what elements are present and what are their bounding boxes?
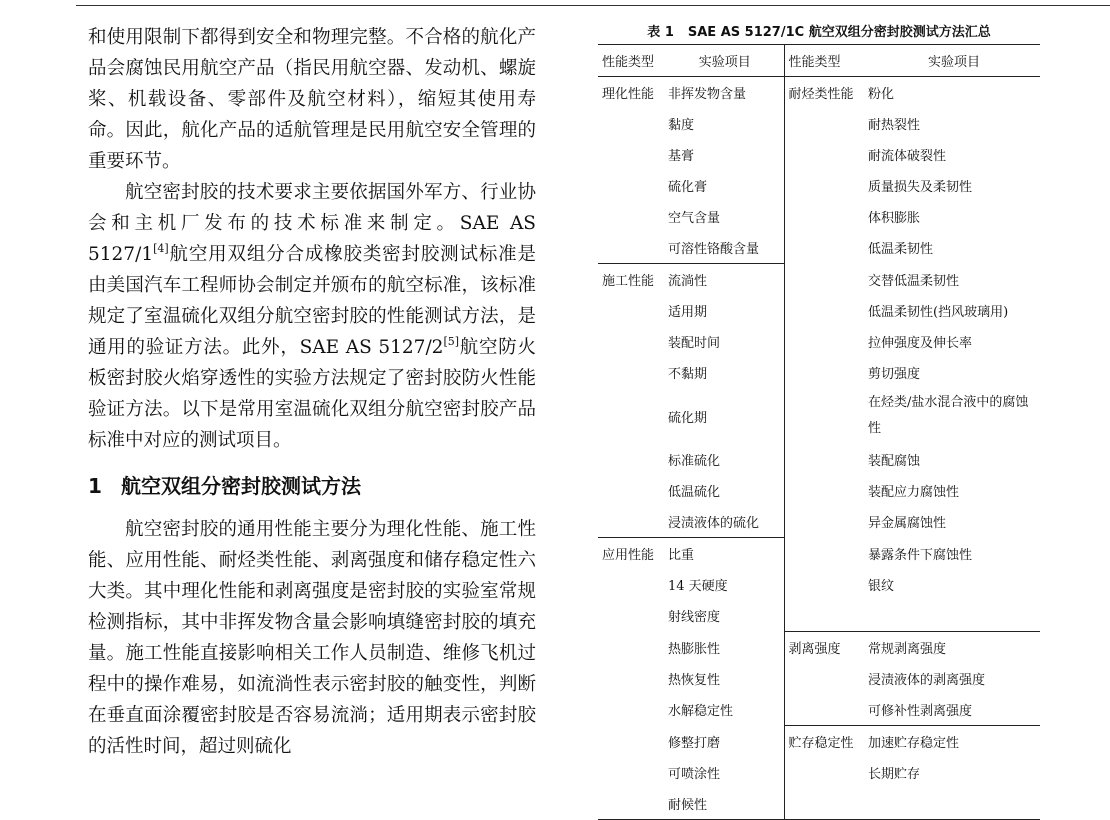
header-cell: 实验项目 (666, 45, 784, 77)
category-cell (784, 788, 868, 820)
category-cell (784, 201, 868, 232)
category-cell: 剥离强度 (784, 632, 868, 664)
category-cell (598, 506, 666, 538)
category-cell (784, 757, 868, 788)
table-row (598, 77, 1040, 109)
table-row (598, 264, 1040, 296)
category-cell (784, 232, 868, 264)
body-text-column (88, 22, 536, 762)
section-title: 航空双组分密封胶测试方法 (121, 474, 361, 498)
table-container (598, 22, 1040, 820)
test-item-cell: 异金属腐蚀性 (868, 516, 947, 532)
test-item-cell: 浸渍液体的剥离强度 (868, 673, 986, 688)
category-cell (784, 264, 868, 296)
table-row (598, 357, 1040, 388)
table-row (598, 569, 1040, 600)
category-cell (598, 326, 666, 357)
paragraph-2-part-c: 航空防火板密封胶火焰穿透性的实验方法规定了密封胶防火性能验证方法。以下是常用室温硫化双组分航空密封胶产品标准中对应的测试项目。 (88, 337, 536, 451)
header-cell: 性能类型 (598, 45, 666, 77)
test-item-cell: 可修补性剥离强度 (868, 704, 973, 719)
test-item-cell: 射线密度 (666, 600, 784, 632)
table-row (598, 632, 1040, 664)
category-cell (598, 600, 666, 632)
header-cell: 实验项目 (868, 45, 1040, 77)
test-item-cell (868, 600, 1040, 632)
test-item-cell: 粉化 (868, 87, 895, 102)
category-cell (784, 663, 868, 694)
test-item-cell: 热恢复性 (666, 663, 784, 694)
test-item-cell: 常规剥离强度 (868, 632, 1040, 664)
category-cell: 贮存稳定性 (784, 726, 868, 758)
test-item-cell: 硫化期 (666, 388, 784, 444)
table-row (598, 694, 1040, 726)
category-cell (598, 388, 666, 444)
table-row (598, 788, 1040, 820)
test-item-cell: 交替低温柔韧性 (868, 273, 960, 289)
category-cell (598, 757, 666, 788)
category-cell (598, 295, 666, 326)
table-row (598, 757, 1040, 788)
category-cell (784, 139, 868, 170)
test-item-cell: 加速贮存稳定性 (868, 726, 1040, 758)
category-cell (784, 108, 868, 139)
category-cell (784, 506, 868, 538)
table-header-row (598, 45, 1040, 77)
category-cell (784, 475, 868, 506)
test-item-cell: 装配时间 (666, 326, 784, 357)
test-method-table (598, 44, 1040, 820)
table-row (598, 108, 1040, 139)
table-row (598, 506, 1040, 538)
test-item-cell (868, 788, 1040, 820)
test-item-cell: 装配腐蚀 (868, 454, 921, 469)
test-item-cell: 低温柔韧性(挡风玻璃用) (868, 305, 1009, 320)
table-row (598, 444, 1040, 475)
paragraph-1: 和使用限制下都得到安全和物理完整。不合格的航化产品会腐蚀民用航空产品（指民用航空器、发动机、螺旋桨、机载设备、零部件及航空材料），缩短其使用寿命。因此，航化产品的适航管理是民用航空安全管理的重要环节。 (88, 27, 536, 172)
table-row (598, 232, 1040, 264)
category-cell (784, 357, 868, 388)
category-cell (598, 232, 666, 264)
page-top-rule (76, 5, 1110, 6)
paragraph-2-part-b: 航空用双组分合成橡胶类密封胶测试标准是由美国汽车工程师协会制定并颁布的航空标准，该标准规定了室温硫化双组分航空密封胶的性能测试方法，是通用的验证方法。此外，SAE AS 5127/2 (88, 244, 536, 358)
test-item-cell: 标准硫化 (666, 444, 784, 475)
table-row (598, 600, 1040, 632)
test-item-cell: 不黏期 (666, 357, 784, 388)
category-cell (598, 694, 666, 726)
section-number: 1 (88, 474, 102, 498)
header-cell: 性能类型 (784, 45, 868, 77)
test-item-cell: 长期贮存 (868, 767, 921, 782)
category-cell (784, 569, 868, 600)
category-cell (598, 788, 666, 820)
category-cell (598, 475, 666, 506)
table-row (598, 170, 1040, 201)
test-item-cell: 银纹 (868, 579, 895, 594)
test-item-cell: 热膨胀性 (666, 632, 784, 664)
category-cell (784, 538, 868, 570)
table-row (598, 139, 1040, 170)
test-item-cell: 可喷涂性 (666, 757, 784, 788)
category-cell: 应用性能 (598, 538, 666, 570)
test-item-cell: 非挥发物含量 (666, 77, 784, 109)
category-cell: 施工性能 (598, 264, 666, 296)
test-item-cell: 在烃类/盐水混合液中的腐蚀性 (868, 395, 1029, 436)
test-item-cell: 基膏 (666, 139, 784, 170)
category-cell: 耐烃类性能 (788, 87, 854, 102)
paragraph-3: 航空密封胶的通用性能主要分为理化性能、施工性能、应用性能、耐烃类性能、剥离强度和储存稳定性六大类。其中理化性能和剥离强度是密封胶的实验室常规检测指标，其中非挥发物含量会影响填缝密封胶的填充量。施工性能直接影响相关工作人员制造、维修飞机过程中的操作难易，如流淌性表示密封胶的触变性，判断在垂直面涂覆密封胶是否容易流淌；适用期表示密封胶的活性时间，超过则硫化 (88, 519, 536, 757)
category-cell (598, 569, 666, 600)
category-cell (598, 201, 666, 232)
test-item-cell: 可溶性铬酸含量 (666, 232, 784, 264)
category-cell (784, 600, 868, 632)
table-caption-title: SAE AS 5127/1C 航空双组分密封胶测试方法汇总 (687, 25, 991, 40)
table-row (598, 201, 1040, 232)
category-cell (784, 295, 868, 326)
paragraph-2 (88, 177, 536, 456)
table-row (598, 326, 1040, 357)
test-item-cell: 耐候性 (666, 788, 784, 820)
category-cell (598, 663, 666, 694)
table-caption-number: 表 1 (647, 25, 674, 40)
test-item-cell: 低温柔韧性 (868, 242, 934, 258)
table-row (598, 538, 1040, 570)
table-row (598, 726, 1040, 758)
test-item-cell: 硫化膏 (666, 170, 784, 201)
test-item-cell: 修整打磨 (666, 726, 784, 758)
category-cell (598, 632, 666, 664)
test-item-cell: 黏度 (666, 108, 784, 139)
category-cell (784, 444, 868, 475)
category-cell (784, 326, 868, 357)
table-caption (598, 22, 1040, 44)
test-item-cell: 浸渍液体的硫化 (666, 506, 784, 538)
test-item-cell: 14 天硬度 (666, 569, 784, 600)
category-cell (598, 444, 666, 475)
table-row (598, 475, 1040, 506)
section-heading (88, 470, 536, 502)
test-item-cell: 耐流体破裂性 (868, 149, 947, 164)
category-cell (784, 694, 868, 726)
category-cell (784, 388, 868, 444)
test-item-cell: 暴露条件下腐蚀性 (868, 547, 973, 563)
category-cell (598, 170, 666, 201)
test-item-cell: 耐热裂性 (868, 118, 921, 133)
category-cell (784, 170, 868, 201)
table-row (598, 295, 1040, 326)
test-item-cell: 比重 (666, 538, 784, 570)
test-item-cell: 质量损失及柔韧性 (868, 180, 973, 195)
test-item-cell: 适用期 (666, 295, 784, 326)
citation-ref: [4] (153, 242, 169, 255)
category-cell (598, 357, 666, 388)
test-item-cell: 空气含量 (666, 201, 784, 232)
test-item-cell: 流淌性 (666, 264, 784, 296)
test-item-cell: 拉伸强度及伸长率 (868, 336, 973, 351)
test-item-cell: 水解稳定性 (666, 694, 784, 726)
table-row (598, 388, 1040, 444)
table-row (598, 663, 1040, 694)
test-item-cell: 装配应力腐蚀性 (868, 485, 960, 500)
test-item-cell: 低温硫化 (666, 475, 784, 506)
test-item-cell: 剪切强度 (868, 367, 921, 382)
test-item-cell: 体积膨胀 (868, 211, 921, 226)
category-cell (598, 108, 666, 139)
category-cell (598, 726, 666, 758)
category-cell (598, 139, 666, 170)
category-cell: 理化性能 (602, 87, 655, 102)
citation-ref: [5] (443, 335, 460, 348)
paragraph-2-part-a: 航空密封胶的技术要求主要依据国外军方、行业协会和主机厂发布的技术标准来制定。SAE AS 5127/1 (88, 182, 536, 265)
